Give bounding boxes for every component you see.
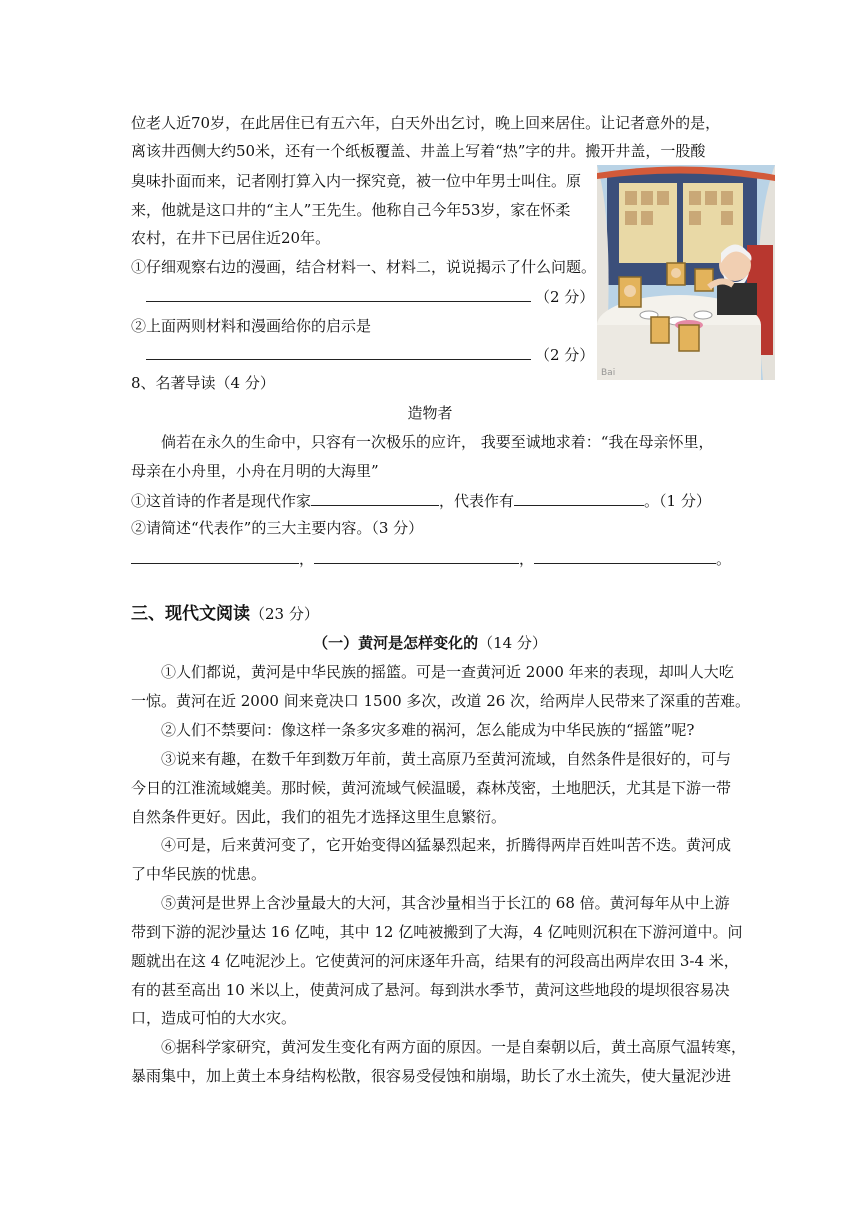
article-line: 一惊。黄河在近 2000 间来竟决口 1500 多次，改道 26 次，给两岸人民带来了深重的苦难。 [131, 692, 751, 710]
article-line: 了中华民族的忧患。 [131, 865, 267, 883]
punctuation: ， [519, 550, 535, 568]
answer-blank[interactable] [314, 548, 519, 564]
article-line: 带到下游的泥沙量达 16 亿吨，其中 12 亿吨被搬到了大海，4 亿吨则沉积在下游河道中。问 [131, 923, 743, 941]
answer-blank[interactable] [534, 548, 716, 564]
material-line-4: 来，他就是这口井的“主人”王先生。他称自己今年53岁，家在怀柔 [131, 201, 571, 219]
section-8-question-1 [131, 490, 711, 511]
points-label: （2 分） [535, 346, 595, 364]
material-question-1: ①仔细观察右边的漫画，结合材料一、材料二，说说揭示了什么问题。 [131, 258, 597, 276]
article-line: ⑥据科学家研究，黄河发生变化有两方面的原因。一是自秦朝以后，黄土高原气温转寒， [161, 1038, 747, 1056]
section-points: （23 分） [250, 605, 319, 623]
article-line: 今日的江淮流域媲美。那时候，黄河流域气候温暖，森林茂密，土地肥沃，尤其是下游一带 [131, 779, 732, 797]
article-line: ⑤黄河是世界上含沙量最大的大河，其含沙量相当于长江的 68 倍。黄河每年从中上游 [161, 894, 730, 912]
article-line: ①人们都说，黄河是中华民族的摇篮。可是一查黄河近 2000 年来的表现，却叫人大吃 [161, 663, 734, 681]
material-line-1: 位老人近70岁，在此居住已有五六年，白天外出乞讨，晚上回来居住。让记者意外的是， [131, 114, 721, 132]
answer-blank[interactable] [131, 548, 299, 564]
article-line: 题就出在这 4 亿吨泥沙上。它使黄河的河床逐年升高，结果有的河段高出两岸农田 3-4 米， [131, 952, 739, 970]
section-8-question-2: ②请简述“代表作”的三大主要内容。（3 分） [131, 519, 424, 537]
material-answer-1 [146, 286, 594, 307]
article-line: 自然条件更好。因此，我们的祖先才选择这里生息繁衍。 [131, 808, 507, 826]
work-blank[interactable] [514, 490, 644, 506]
cartoon-watermark: Bai [601, 368, 616, 378]
question-text: 。（1 分） [644, 492, 711, 510]
article-line: ③说来有趣，在数千年到数万年前，黄土高原乃至黄河流域，自然条件是很好的，可与 [161, 750, 732, 768]
section-heading-text: 三、现代文阅读 [131, 604, 250, 624]
material-line-5: 农村，在井下已居住近20年。 [131, 229, 331, 247]
punctuation: 。 [716, 550, 732, 568]
article-line: 口，造成可怕的大水灾。 [131, 1009, 297, 1027]
article-title [0, 633, 860, 653]
author-blank[interactable] [311, 490, 439, 506]
answer-blank[interactable] [146, 344, 531, 360]
section-3-heading [131, 604, 319, 624]
answer-blank[interactable] [146, 286, 531, 302]
poem-line-2: 母亲在小舟里，小舟在月明的大海里” [131, 462, 379, 480]
article-line: ②人们不禁要问：像这样一条多灾多难的祸河，怎么能成为中华民族的“摇篮”呢? [161, 721, 695, 739]
question-text: ①这首诗的作者是现代作家 [131, 492, 312, 510]
article-title-text: （一）黄河是怎样变化的 [313, 634, 479, 652]
poem-line-1: 倘若在永久的生命中，只容有一次极乐的应许， 我要至诚地求着：“我在母亲怀里， [161, 433, 714, 451]
question-text: ，代表作有 [439, 492, 515, 510]
article-line: 暴雨集中，加上黄土本身结构松散，很容易受侵蚀和崩塌，助长了水土流失，使大量泥沙进 [131, 1067, 732, 1085]
article-points: （14 分） [478, 634, 547, 652]
material-line-3: 臭味扑面而来，记者刚打算入内一探究竟，被一位中年男士叫住。原 [131, 172, 582, 190]
material-question-2: ②上面两则材料和漫画给你的启示是 [131, 317, 372, 335]
points-label: （2 分） [535, 288, 595, 306]
punctuation: ， [299, 550, 315, 568]
section-8-answer-line [131, 548, 731, 569]
material-answer-2 [146, 344, 594, 365]
section-8-heading: 8、名著导读（4 分） [131, 374, 275, 392]
article-line: ④可是，后来黄河变了，它开始变得凶猛暴烈起来，折腾得两岸百姓叫苦不迭。黄河成 [161, 836, 732, 854]
cartoon-illustration [597, 165, 775, 380]
material-line-2: 离该井西侧大约50米，还有一个纸板覆盖、井盖上写着“热”字的井。搬开井盖，一股酸 [131, 142, 706, 160]
poem-title: 造物者 [407, 404, 453, 422]
article-line: 有的甚至高出 10 米以上，使黄河成了悬河。每到洪水季节，黄河这些地段的堤坝很容易决 [131, 981, 730, 999]
